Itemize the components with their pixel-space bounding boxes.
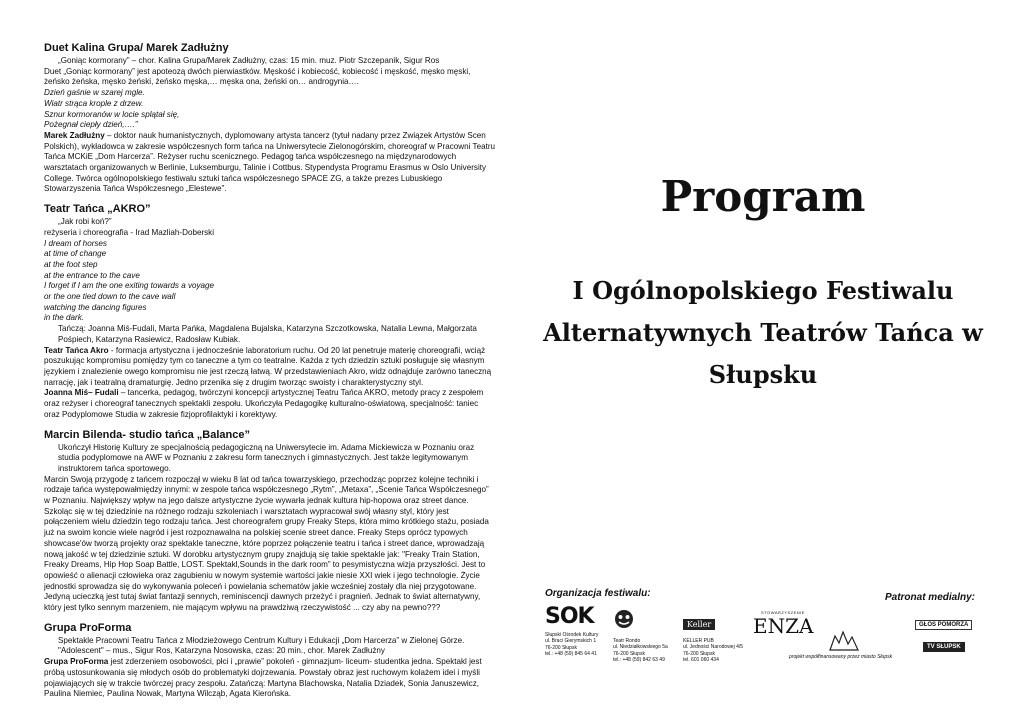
bio [44, 657, 496, 700]
keller-phone: tel. 601 060 434 [683, 657, 719, 664]
sok-organizer [545, 604, 607, 658]
poem-line: Sznur kormoranów w locie splątał się, [44, 109, 180, 119]
description: Spektakle Pracowni Teatru Tańca z Młodzieżowego Centrum Kultury i Edukacji „Dom Harcerza” w Zielonej Górze. "Adolescent" – mus., Sigur Ros, Katarzyna Nosowska, czas: 20 min., chor. Marek Zadłużny [58, 635, 465, 656]
program-title: Program [660, 172, 866, 221]
sok-address: ul. Braci Gierymskich 1 [545, 638, 597, 645]
sok-city: 76-200 Słupsk [545, 644, 577, 651]
poem-line: or the one tied down to the cave wall [44, 292, 176, 302]
bio [44, 346, 496, 389]
rondo-organizer [613, 608, 675, 664]
description: Marcin Swoją przygodę z tańcem rozpoczął w wieku 8 lat od tańca towarzyskiego, przechodząc poprzez kolejne techniki i rodzaje tańca występowałmiędzy innymi: w zespole tańca współczesnego „Rytm”, „Metaxa”, „Scenie Tańca Współczesnego” w Poznaniu. Największy wpływ na jego dalsze artystyczne życie wywarła jednak kultura hip-hopowa oraz street dance. Szkoląc się w tej dziedzinie na różnego rodzaju szkoleniach i warsztatach wypracował swój własny styl, który jest połączeniem wielu dziedzin tego rodzaju tańca. Jest choreografem grupy Freaky Steps, która mimo krótkiego stażu, posiada już na swoim koncie wiele nagród i jest rozpoznawalna na polskiej scenie street dance. Freaky Steps oprócz typowych showcase'ów tworzą projekty oraz spektakle taneczne, które poprzez połączenie teatru i tańca i street dance, wprowadzają nową jakość w tej dziedzinie sztuki. W dorobku artystycznym grupy znajdują się takie spektakle jak: "Freaky Train Station, Freaky Dreams, Hip Hop Soap Battle, LOST. Spektakl,Sounds in the dark room” to pesymistyczna wizja przyszłości. Jest to opowieść o alienacji człowieka oraz zagubieniu w nowym systemie wartości jakie niesie XXI wiek i jego technologie. Życie jednostki sprowadza się do wykonywania poleceń i powielania schematów jakie wcześniej zostały dla niej przygotowane. Jedyną ucieczką jest tutaj świat fantazji sennych, reminiscencji dawnych przeżyć i pragnień. Jednak to świat alternatywny, który jest tylko sennym marzeniem, nie mającym wpływu na prawdziwą rzeczywistość ... czy aby na pewno??? [44, 474, 489, 613]
glos-pomorza-logo: GŁOS POMORZA [915, 620, 972, 630]
section-heading: Teatr Tańca „AKRO” [44, 203, 151, 216]
slupsk-city-logo [827, 628, 861, 654]
rondo-city: 76-200 Słupsk [613, 650, 645, 657]
section-akro [44, 203, 496, 420]
rondo-phone: tel.: +48 (59) 842 63 49 [613, 657, 665, 664]
section-heading: Marcin Bilenda- studio tańca „Balance” [44, 428, 250, 441]
festival-title-line: I Ogólnopolskiego Festiwalu [572, 276, 954, 305]
keller-organizer [683, 614, 753, 664]
bio-text: - formacja artystyczna i jednocześnie laboratorium ruchu. Od 20 lat penetruje materię choreografii, wciąż poszukując kompromisu pomiędzy tym co taneczne a tym co teatralne. Każda z tych dziedzin sztuki posługuje się własnym językiem i znalezienie owego kompromisu nie jest rzeczą łatwą. W przedstawieniach Akro, widz odnajduje zarówno taneczną narrację, jak i teatralną dramaturgię. Jedno przenika się z drugim tworząc swoisty i charakterystyczny styl. [44, 345, 492, 387]
patrons-label: Patronat medialny: [884, 592, 975, 603]
poem-line: I forget if I am the one exiting towards a voyage [44, 281, 215, 291]
bio-name: Joanna Miś– Fudali [44, 388, 119, 398]
organizers-footer [545, 588, 975, 708]
enza-small-text: STOWARZYSZENIE [761, 610, 805, 615]
dancers: Tańczą: Joanna Miś-Fudali, Marta Pańka, Magdalena Bujalska, Katarzyna Szczotkowska, Natalia Lewna, Małgorzata Pośpiech, Katarzyna Rasiewicz, Radosław Kubiak. [58, 324, 477, 344]
enza-wordmark: ENZA [753, 614, 814, 638]
poem-line: at time of change [44, 249, 107, 259]
bio-text: – tancerka, pedagog, twórczyni koncepcji artystycznej Teatru Tańca AKRO, metody pracy z zespołem oraz reżyser i choreograf tanecznych spektakli zespołu. Ukończyła Pedagogikę kulturalno-oświatową, specjalność: taniec oraz Podyplomowe Studia w zakresie fizjoprofilaktyki i korektywy. [44, 388, 484, 419]
performance-info: „Goniąc kormorany” – chor. Kalina Grupa/Marek Zadłużny, czas: 15 min. muz. Piotr Szczepanik, Sigur Ros [58, 56, 440, 65]
festival-title [530, 270, 996, 396]
bio-name: Marek Zadłużny [44, 130, 105, 140]
section-heading: Grupa ProForma [44, 621, 132, 634]
festival-title-line: Alternatywnych Teatrów Tańca w [543, 318, 983, 347]
poem-line: at the entrance to the cave [44, 270, 140, 280]
poem-line: at the foot step [44, 259, 98, 269]
tv-slupsk-logo: TV SŁUPSK [923, 642, 965, 652]
sok-phone: tel.: +48 (59) 845 64 41 [545, 651, 597, 658]
enza-logo [753, 610, 813, 637]
section-kalina [44, 42, 496, 195]
description: Ukończył Historię Kultury ze specjalnością pedagogiczną na Uniwersytecie im. Adama Mickiewicza w Poznaniu oraz studia podyplomowe na AWF w Poznaniu z zakresu form tanecznych i gimnastycznych. Jest także legitymowanym instruktorem tańca sportowego. [58, 442, 475, 473]
poem-line: Dzień gaśnie w szarej mgle. [44, 88, 145, 98]
section-bilenda [44, 429, 496, 614]
bio-name: Teatr Tańca Akro [44, 345, 109, 355]
poem-line: watching the dancing figures [44, 302, 147, 312]
rondo-address: ul. Niedziałkowskiego 5a [613, 644, 668, 651]
bio-name: Grupa ProForma [44, 657, 109, 667]
keller-name: KELLER PUB [683, 638, 714, 644]
bio-text: – doktor nauk humanistycznych, dyplomowany artysta tancerz (tytuł nadany przez Związek Artystów Scen Polskich), wykładowca w zakresie współczesnych form tańca na Uniwersytecie Zielonogórskim, choreograf w Pracowni Teatru Tańca MCKiE „Dom Harcerza”. Reżyser ruchu scenicznego. Pedagog tańca współczesnego na międzynarodowych warsztatach organizowanych w Berlinie, Luksemburgu, Talinie i Cottbus. Stypendysta Programu Erasmus w Oslo University College. Twórca ogólnopolskiego festiwalu sztuki tańca współczesnego SPACE ZG, a także prezes Lubuskiego Stowarzyszenia Tańca Współczesnego „Elestewe”. [44, 130, 496, 194]
section-proforma [44, 622, 496, 700]
sok-logo: SOK [545, 604, 594, 629]
program-descriptions [44, 42, 496, 708]
rondo-mask-icon [613, 608, 635, 630]
sok-name: Słupski Ośrodek Kultury [545, 632, 599, 638]
performance-title: „Jak robi koń?” [58, 217, 112, 227]
slupsk-crest-icon [827, 628, 861, 654]
cofunding-note: projekt współfinansowany przez miasto Słupsk [789, 654, 893, 660]
keller-city: 76-200 Słupsk [683, 650, 715, 657]
keller-address: ul. Jedności Narodowej 4/5 [683, 644, 744, 651]
poem-line: in the dark. [44, 313, 85, 323]
credits: reżyseria i choreografia - Irad Mazliah-Doberski [44, 227, 215, 237]
description: Duet „Goniąc kormorany” jest apoteozą dwóch pierwiastków. Męskość i kobiecość, kobiecość i męskość, męsko męski, żeńsko żeńska, męsko żeński, żeńsko męska,… męska ona, żeński on… androgynia…. [44, 66, 471, 87]
rondo-name: Teatr Rondo [613, 638, 641, 644]
section-heading: Duet Kalina Grupa/ Marek Zadłużny [44, 42, 229, 54]
keller-logo: Keller [683, 619, 715, 630]
bio [44, 388, 496, 420]
poem-line: Wiatr strąca krople z drzew. [44, 98, 144, 108]
poem-line: Pożegnał ciepły dzień,….” [44, 120, 138, 130]
bio-text: jest zderzeniem osobowości, płci i „prawie” pokoleń - gimnazjum- liceum- studentka jedna. Spektakl jest próbą ustosunkowania się młodych osób do problematyki dojrzewania. Powstały obraz jest ruchowym kolażem idei i myśli pojawiających się w trakcie twórczej pracy zespołu. Zatańczą: Martyna Blachowska, Natalia Dziadek, Sonia Januszewicz, Paulina Niemiec, Paulina Nowak, Martyna Wilcząb, Agata Kierońska. [44, 657, 482, 699]
bio [44, 131, 496, 195]
organizers-label: Organizacja festiwalu: [545, 588, 651, 599]
poem-line: I dream of horses [44, 238, 107, 248]
festival-title-line: Słupsku [708, 360, 818, 389]
